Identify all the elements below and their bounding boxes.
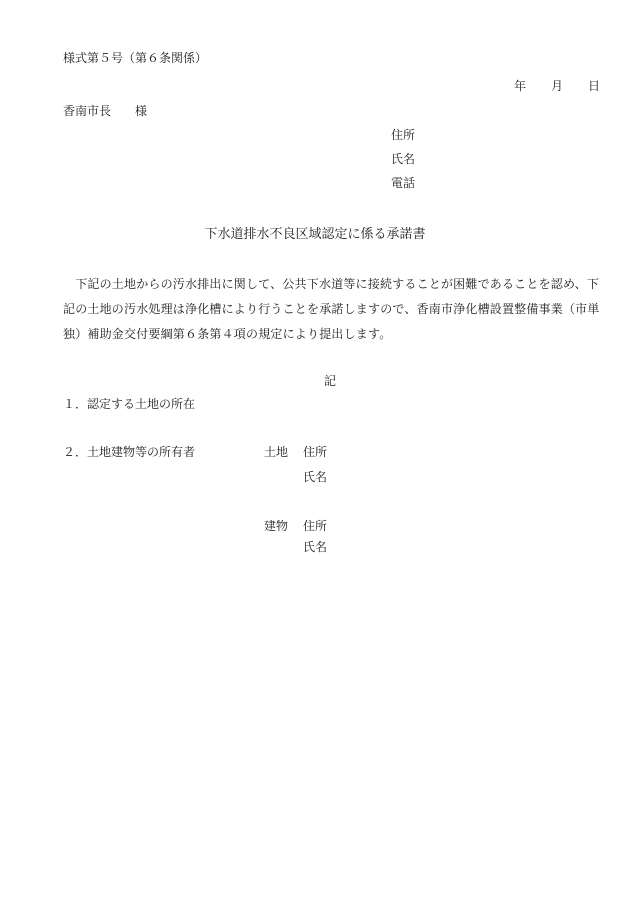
building-name-label: 氏名 <box>303 540 328 554</box>
land-label: 土地 <box>264 445 289 459</box>
building-label: 建物 <box>264 519 289 533</box>
applicant-name-label: 氏名 <box>391 152 416 166</box>
land-address-label: 住所 <box>303 445 328 459</box>
item-owner: ２．土地建物等の所有者 <box>63 445 196 459</box>
building-address-label: 住所 <box>303 519 328 533</box>
item-land-location: １．認定する土地の所在 <box>63 397 196 411</box>
addressee: 香南市長 様 <box>63 104 148 118</box>
ki-heading: 記 <box>324 374 337 388</box>
body-line: 下記の土地からの汚水排出に関して、公共下水道等に接続することが困難であることを認め、下 <box>63 277 600 291</box>
body-text <box>63 272 603 347</box>
land-name-label: 氏名 <box>303 470 328 484</box>
date-day-label: 日 <box>588 79 601 93</box>
document-title: 下水道排水不良区域認定に係る承諾書 <box>204 227 426 242</box>
applicant-block <box>391 129 415 201</box>
body-line: 独）補助金交付要綱第６条第４項の規定により提出します。 <box>63 327 392 341</box>
date-month-label: 月 <box>551 79 564 93</box>
form-number: 様式第５号（第６条関係） <box>63 51 208 65</box>
date-year-label: 年 <box>514 79 527 93</box>
applicant-address-label: 住所 <box>391 128 416 142</box>
body-line: 記の土地の汚水処理は浄化槽により行うことを承諾しますので、香南市浄化槽設置整備事業（市単 <box>63 302 600 316</box>
applicant-phone-label: 電話 <box>391 176 416 190</box>
